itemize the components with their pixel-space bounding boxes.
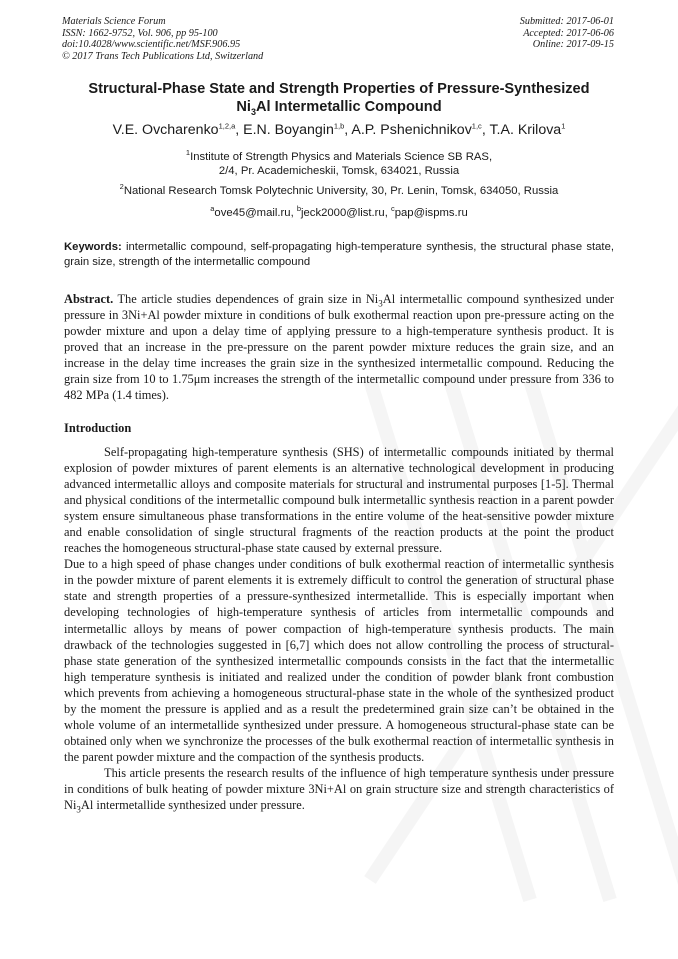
affiliation-1: $^1$Institute of Strength Physics and Materials Science SB RAS, 2/4, Pr. Academicheskii, Tomsk, 634021, Russia (185, 148, 493, 177)
paragraph: This article presents the research results of the influence of high temperature synthesis under pressure in conditions of bulk heating of powder mixture 3Ni+Al on grain structure size and strength characteristics of $Ni_3Al$ intermetallide synthesized under pressure. (64, 765, 614, 815)
author-emails: $^a$ove45@mail.ru, $^b$jeck2000@list.ru, $^c$pap@ispms.ru (210, 204, 468, 219)
abstract-section: Abstract. The article studies dependences of grain size in $Ni_3Al$ intermetallic compound synthesized under pressure in 3Ni+Al powder mixture in conditions of bulk exothermal reaction upon pre-pressure acting on the powder mixture and upon a delay time of applying pressure to a high-temperature synthesis product. It is proved that an increase in the pre-pressure on the parent powder mixture reduces the grain size, and an increase in the delay time increases the grain size in the synthesized intermetallic compound. Reducing the grain size from 10 to 1.75μm increases the strength of the intermetallic compound under pressure from 336 to 482 MPa (1.4 times). (64, 292, 614, 403)
online-date: Online: 2017-09-15 (532, 39, 614, 51)
author-name: V.E. Ovcharenko (112, 122, 219, 138)
author-name: A.P. Pshenichnikov (351, 122, 472, 138)
email-link[interactable]: ove45@mail.ru, (214, 207, 297, 219)
email-link[interactable]: jeck2000@list.ru, (301, 207, 391, 219)
paper-title (50, 80, 628, 116)
doi[interactable]: doi:10.4028/www.scientific.net/MSF.906.95 (62, 39, 241, 51)
submitted-date: Submitted: 2017-06-01 (519, 16, 614, 27)
title-line-2: $Ni_3Al$ Intermetallic Compound (236, 99, 442, 117)
email-link[interactable]: pap@ispms.ru (394, 207, 468, 219)
keywords-section (64, 240, 614, 270)
publication-info (62, 16, 263, 62)
issn-volume: ISSN: 1662-9752, Vol. 906, pp 95-100 (62, 27, 218, 39)
abstract-label: Abstract. (64, 292, 114, 306)
keywords-label: Keywords: (64, 241, 122, 253)
keywords-text: intermetallic compound, self-propagating high-temperature synthesis, the structural phase state, grain size, strength of the intermetallic compound (64, 241, 614, 268)
paragraph: Due to a high speed of phase changes under conditions of bulk exothermal reaction of intermetallic synthesis in the powder mixture of parent elements it is extremely difficult to control the generation of structural phase state and strength properties of a pressure-synthesized intermetallide. This is especially important when developing technologies of high-temperature synthesis of articles from intermetallic compounds and intermetallic alloys by means of power compaction of high-temperature synthesis products. The main drawback of the technologies suggested in [6,7] which does not allow controlling the process of structural-phase state generation of the synthesized intermetallic compounds consists in the fact that the intermetallic high temperature synthesis is initiated and realized under the condition of powder blank front combustion which prevents from achieving a homogeneous structural-phase state in the whole of the synthesized product by the moment the pressure is applied and as a result the predetermined grain size can’t be obtained in the whole volume of an intermetallide synthesized under pressure. A homogeneous structural-phase state can be obtained only when we synchronize the processes of the bulk exothermal reaction of intermetallic synthesis in the parent powder mixture and the compaction of the synthesis products. (64, 557, 614, 764)
author-name: E.N. Boyangin (243, 122, 334, 138)
introduction-body (64, 444, 614, 813)
paragraph: Self-propagating high-temperature synthesis (SHS) of intermetallic compounds initiated by thermal explosion of powder mixtures of parent elements is an alternative technological development in producing advanced intermetallic alloys and composite materials for structural and instrumental purposes [1-5]. Thermal and physical conditions of the intermetallic compound bulk intermetallic synthesis reaction in a parent powder system ensure simultaneous phase transformations in the entire volume of the heat-sensitive powder mixture and enable consolidation of single structural fragments of the reaction products at the point the product reaches the homogeneous structural-phase state caused by external pressure. (64, 445, 614, 556)
accepted-date: Accepted: 2017-06-06 (523, 27, 614, 39)
copyright-notice: © 2017 Trans Tech Publications Ltd, Switzerland (62, 50, 264, 62)
title-line-1: Structural-Phase State and Strength Properties of Pressure-Synthesized (88, 81, 590, 97)
journal-name: Materials Science Forum (62, 16, 166, 27)
introduction-heading: Introduction (64, 421, 132, 435)
author-name: T.A. Krilova (489, 122, 562, 138)
submission-dates (520, 16, 614, 51)
author-list: V.E. Ovcharenko$^{1,2,a}$, E.N. Boyangin$^{1,b}$, A.P. Pshenichnikov$^{1,c}$, T.A. Krilova$^1$ (112, 121, 566, 138)
affiliation-2: $^2$National Research Tomsk Polytechnic University, 30, Pr. Lenin, Tomsk, 634050, Russia (119, 182, 559, 197)
